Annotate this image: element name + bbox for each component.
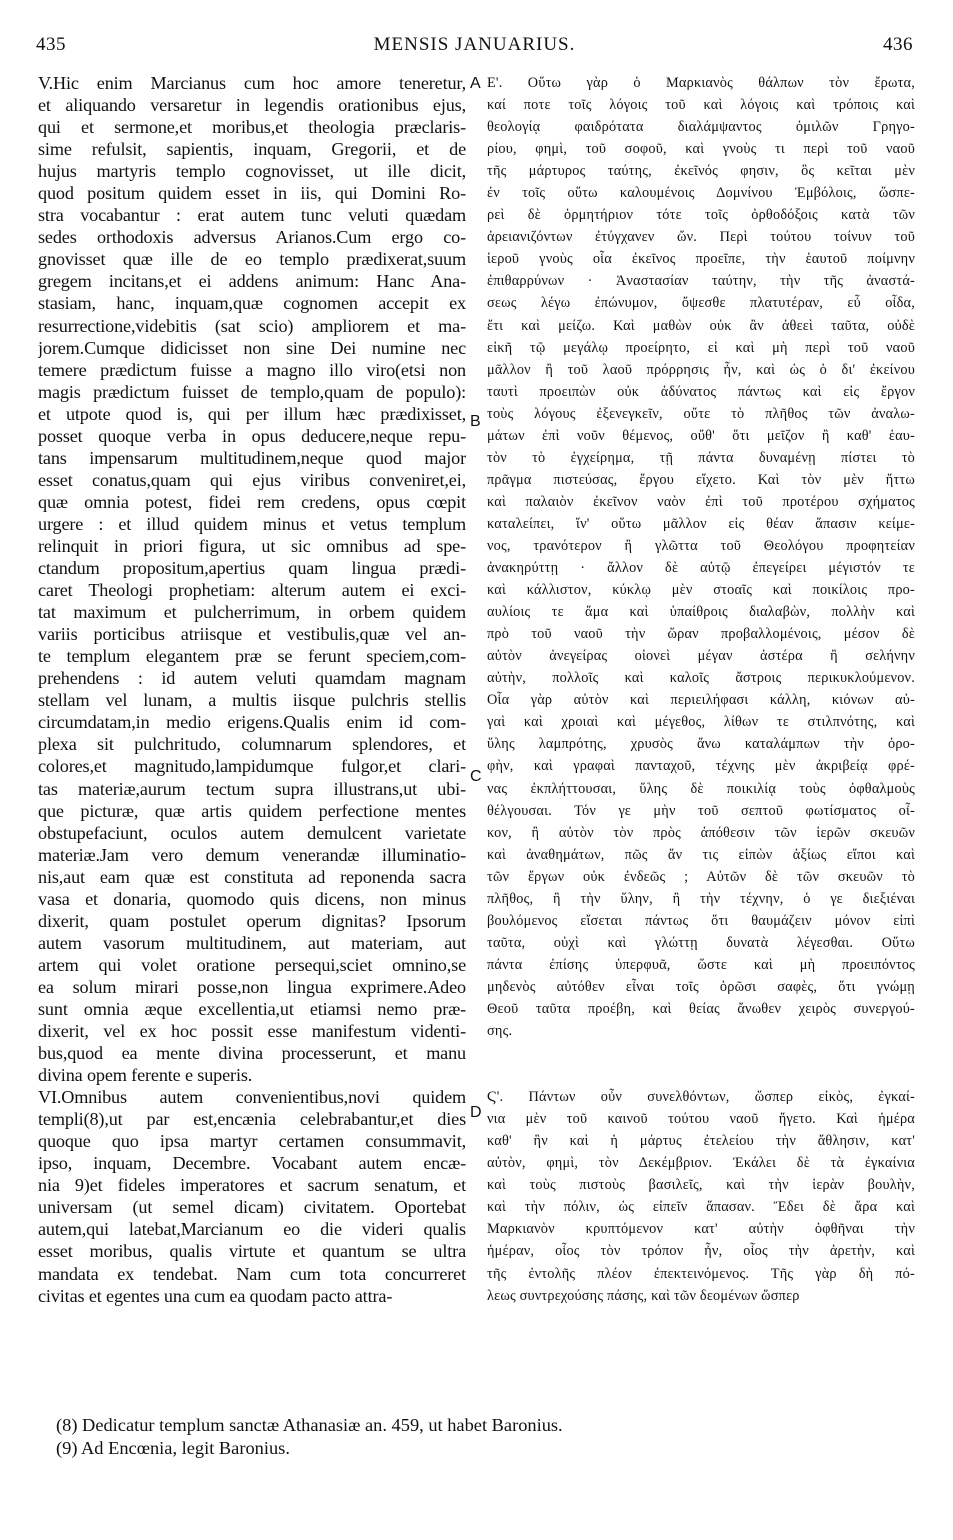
latin-text-line: plexa sit pulchritudo, columnarum splendores, et [38,734,466,755]
greek-text-line: εἰκῆ τῷ μεγάλῳ προείρητο, εἰ καὶ μὴ περὶ τοῦ ναοῦ [487,339,915,356]
latin-text-line: et utpote quod is, qui per illum hæc prædixisset, [38,403,466,424]
latin-text-line: tat maximum et pulcherrimum, in orbem quidem [38,602,466,623]
margin-marker-b: B [470,413,481,430]
greek-text-line: ἔτι καὶ μείζω. Καὶ μαθὼν οὐκ ἂν ἀθεεὶ ταῦτα, οὐδὲ [487,317,915,334]
latin-text-line: sunt omnia æque excellentia,ut etiamsi nemo præ- [38,998,466,1019]
greek-text-line: θεολογίᾳ φαιδρότατα διαλάμψαντος ὁμιλῶν Γρηγο- [487,119,915,136]
greek-text-line: πλῆθος, ἢ τὴν ὕλην, ἢ τὴν τέχνην, ὁ γε διεξιέναι [487,890,915,907]
greek-text-line: ὕλης λαμπρότης, χρυσὸς ἄνω καταλάμπων τὴν ὀρο- [487,736,915,753]
latin-text-line: artem qui volet oratione persequi,sciet omnino,se [38,954,466,975]
footnotes [56,1414,896,1459]
latin-text-line: dixerit, quam postulet operum dignitas? Ipsorum [38,910,466,931]
greek-text-line: τῆς ἐντολῆς πλέον ἐπεκτεινόμενος. Τῆς γὰρ δὴ πό- [487,1265,915,1282]
latin-text-line: sime refulsit, sapientis, inquam, Gregorii, et de [38,139,466,160]
greek-text-line [487,1064,915,1086]
latin-text-line: templi(8),ut par est,encænia celebrabantur,et dies [38,1109,466,1130]
latin-text-line: te templum elegantem præ se ferunt speciem,com- [38,646,466,667]
latin-text-line: qui et sermone,et moribus,et theologia præclaris- [38,117,466,138]
latin-text-line: variis porticibus atriisque et vestibulis,quæ vel an- [38,624,466,645]
greek-text-line: αὐτὸν, φημὶ, τὸν Δεκέμβριον. Ἐκάλει δὲ τὰ ἐγκαίνια [487,1155,915,1172]
latin-text-line: esset moribus, qualis virtute et quantum se ultra [38,1241,466,1262]
greek-text-line: ταυτὶ προειπὼν οὐκ ἀδύνατος πάντως καὶ εἰς ἔργον [487,383,915,400]
latin-text-line: stra vocabantur : erat autem tunc veluti quædam [38,205,466,226]
running-title: MENSIS JANUARIUS. [373,34,576,55]
latin-text-line: quæ omnia potest, fidei rem credens, opus cœpit [38,491,466,512]
latin-text-line: resurrectione,videbitis (sat scio) ampliorem et ma- [38,315,466,336]
latin-text-line: obstupefaciunt, oculos autem demulcent varietate [38,822,466,843]
latin-text-line: tas materiæ,aurum tectum supra illustrans,ut ubi- [38,778,466,799]
greek-text-line: νας ἐκπλήττουσαι, ὕλης δὲ ποικιλίᾳ τοὺς ὀφθαλμοὺς [487,780,915,797]
latin-text-line: et aliquando versaretur in legendis orationibus ejus, [38,95,466,116]
latin-text-line: materiæ.Jam vero demum venerandæ illuminatio- [38,844,466,865]
latin-text-line: relinquit in priori figura, ut sic omnibus ad spe- [38,535,466,556]
latin-text-line: quoque quo ipsa martyr certamen consummavit, [38,1131,466,1152]
greek-text-line: πάντα ἐπίσης ὑπερφυᾶ, ὥστε καὶ μὴ προειπόντος [487,956,915,973]
latin-text-line: nis,aut eam quæ est constituta ad reponenda sacra [38,866,466,887]
margin-marker-c: C [470,768,482,785]
greek-text-line: ἐπιθαρρύνων · Ἀναστασίαν ταύτην, τὴν τῆς ἀναστά- [487,273,915,290]
greek-text-line: νος, τρανότερον ἢ γλῶττα τοῦ Θεολόγου προφητείαν [487,537,915,554]
latin-text-line: gnovisset quæ ille de eo templo prædixerat,suum [38,249,466,270]
latin-text-line: colores,et magnitudo,lampidumque fulgor,et clari- [38,756,466,777]
greek-text-line: Μαρκιανὸν κρυπτόμενον κατ' αὐτὴν ὀφθῆναι τὴν [487,1221,915,1238]
greek-text-line: ἱεροῦ γνοὺς οἷα ἐκεῖνος προεῖπε, τὴν ἑαυτοῦ ποίμνην [487,251,915,268]
greek-text-line: ταῦτα, οὐχὶ καὶ γλώττῃ δυνατὰ λέγεσθαι. Οὕτω [487,934,915,951]
latin-text-line: civitas et egentes una cum ea quodam pacto attra- [38,1285,393,1306]
latin-text-line: ipso, inquam, Decembre. Vocabant autem encæ- [38,1153,466,1174]
page-number-left: 435 [36,34,66,55]
latin-text-line: jorem.Cumque didicisset non sine Dei numine nec [38,337,466,358]
greek-text-line: βουλόμενος εἴσεται πάντως ὅτι θαυμάζειν μόνον εἰπὶ [487,912,915,929]
latin-text-line: autem vasorum multitudinem, aut materiam, aut [38,932,466,953]
greek-text-line: ρίου, φημὶ, τοῦ σοφοῦ, καὶ γνοὺς τι περὶ τοῦ ναοῦ [487,141,915,158]
greek-text-line: καταλείπει, ἵν' οὕτω μᾶλλον εἰς θέαν ἅπασιν κείμε- [487,515,915,532]
greek-text-line: τῆς μάρτυρος ταύτης, ἐκεῖνός φησιν, ὃς κεῖται μὲν [487,163,915,180]
greek-text-line: μᾶλλον ἢ τοῦ λαοῦ πρόρρησις ἦν, καὶ ὡς ὁ δι' ἐκείνου [487,361,915,378]
greek-text-line: καὶ τοὺς πιστοὺς βασιλεῖς, καὶ τὴν ἱερὰν βουλὴν, [487,1177,915,1194]
greek-text-line: ἀρειανιζόντων ἐτύγχανεν ὤν. Περὶ τούτου τοίνυν τοῦ [487,229,915,246]
latin-text-line: mandata ex tendebat. Nam cum tota concurreret [38,1263,466,1284]
latin-text-line: autem,qui latebat,Marcianum eo die videri qualis [38,1219,466,1240]
latin-text-line: gregem incitans,et ei addens animum: Hanc Ana- [38,271,466,292]
greek-text-line: καὶ παλαιὸν ἐκεῖνον ναὸν ἐπὶ τοῦ προτέρου σχήματος [487,493,915,510]
latin-text-line: hujus martyris templo cognovisset, ut ille dicit, [38,161,466,182]
greek-text-line: τοὺς λόγους ἐξενεγκεῖν, οὔτε τὸ πλῆθος τῶν ἀναλω- [487,405,915,422]
latin-text-line: stasiam, hanc, inquam,quæ cognomen accepit ex [38,293,466,314]
latin-text-line: esset conatus,quam qui ejus viribus conveniret,ei, [38,469,466,490]
greek-text-line: φὴν, καὶ γραφαὶ πανταχοῦ, τέχνης μὲν ἀκριβείᾳ φρέ- [487,758,915,775]
latin-text-line: vasa et donaria, quomodo quis dicens, non minus [38,888,466,909]
latin-text-line: magis prædictum fuisset de templo,quam de populo): [38,381,466,402]
latin-text-line: sedes orthodoxis adversus Arianos.Cum ergo co- [38,227,466,248]
greek-text-line: ρεὶ δὲ ὁρμητήριον τότε τοῖς ὀρθοδόξοις κατὰ τῶν [487,207,915,224]
greek-text-line: ἀνακηρύττῃ · ἄλλον δὲ αὐτῷ ἐπεγείρει μέγιστόν τε [487,560,915,577]
margin-marker-d: D [470,1104,482,1121]
greek-text-line: κον, ἢ αὐτὸν τὸν πρὸς ἀπόθεσιν τῶν ἱερῶν σκευῶν [487,824,915,841]
latin-text-line: divina opem ferente e superis. [38,1065,253,1086]
greek-text-line: μάτων ἐπὶ νοῦν θέμενος, οὔθ' ὅτι μεῖζον ἢ καθ' ἑαυ- [487,427,915,444]
latin-text-line: stellam vel lunam, a multis iisque pulchris stellis [38,690,466,711]
footnote-9: (9) Ad Encœnia, legit Baronius. [56,1437,290,1458]
greek-text-line: καὶ κάλλιστον, κύκλῳ μὲν στοαῖς καὶ ποικίλοις προ- [487,582,915,599]
greek-text-line: αὐτὸν ἀνεγείρας οἱονεὶ μέγαν ἀστέρα ἢ σελήνην [487,648,915,665]
greek-column [487,72,915,1307]
greek-text-line: πρᾶγμα πιστεύσας, ἔργου εἴχετο. Καὶ τὸν μὲν ἥττω [487,471,915,488]
greek-text-line: θέλγουσαι. Τόν γε μὴν τοῦ σεπτοῦ φωτίσματος οἶ- [487,802,915,819]
greek-text-line: καὶ ἀναθημάτων, πῶς ἄν τις εἰπὼν ἀξίως εἴποι καὶ [487,846,915,863]
latin-text-line: caret Theologi prophetiam: alterum autem ei exci- [38,580,466,601]
latin-text-line: que picturæ, quæ artis quidem perfectione mentes [38,800,466,821]
greek-text-line: Θεοῦ ταῦτα προέβη, καὶ θείας ἄνωθεν χειρὸς συνεργού- [487,1000,915,1017]
latin-text-line: ea solum mirari posse,non lingua exprimere.Adeo [38,976,466,997]
page-header [36,34,913,58]
latin-text-line: bus,quod ea mente divina processerunt, et manu [38,1043,466,1064]
latin-text-line: temere prædictum fuisse a magno illo viro(etsi non [38,359,466,380]
latin-text-line: quod positum quidem esset in iis, qui Domini Ro- [38,183,466,204]
latin-text-line: posset quoque verba in opus deducere,neque repu- [38,425,466,446]
greek-text-line: Οἷα γὰρ αὐτὸν καὶ περιειλήφασι κάλλη, κιόνων αὐ- [487,692,915,709]
greek-text-line: καὶ τὴν πόλιν, ὡς εἰπεῖν ἅπασαν. Ἔδει δὲ ἄρα καὶ [487,1199,915,1216]
latin-text-line: nia 9)et fideles imperatores et sacrum senatum, et [38,1175,466,1196]
greek-text-line: λεως συντρεχούσης πάσης, καὶ τῶν δεομένων ὥσπερ [487,1287,800,1304]
greek-text-line: σης. [487,1023,513,1040]
greek-text-line: Ε'. Οὕτω γὰρ ὁ Μαρκιανὸς θάλπων τὸν ἔρωτα, [487,75,915,91]
greek-text-line: καθ' ἣν καὶ ἡ μάρτυς ἐτελείου τὴν ἄθλησιν, κατ' [487,1133,915,1150]
latin-text-line: VI.Omnibus autem convenientibus,novi quidem [38,1087,466,1108]
latin-text-line: V.Hic enim Marcianus cum hoc amore teneretur, [38,73,466,93]
page-number-right: 436 [883,34,913,55]
greek-text-line: Ϛ'. Πάντων οὖν συνελθόντων, ὥσπερ εἰκὸς, ἐγκαί- [487,1089,915,1106]
greek-text-line: τὸν τὸ ἐγχείρημα, τῇ πάντα δυναμένῃ πίστει τὸ [487,449,915,466]
latin-text-line: circumdatam,in medio erigens.Qualis enim id com- [38,712,466,733]
greek-text-line: σεως λέγω ἐπώνυμον, ὄψεσθε πλατυτέραν, εὖ οἶδα, [487,295,915,312]
footnote-8: (8) Dedicatur templum sanctæ Athanasiæ an. 459, ut habet Baronius. [56,1415,563,1435]
greek-text-line: μηδενὸς αὐτόθεν εἶναι τοῖς ὁρῶσι σαφὲς, ὅτι γνώμῃ [487,978,915,995]
greek-text-line: πρὸ τοῦ ναοῦ τὴν ὥραν προβαλλομένοις, μέσον δὲ [487,626,915,643]
greek-text-line: ἐν τοῖς οὕτω καλουμένοις Δομνίνου Ἐμβόλοις, ὥσπε- [487,185,915,202]
latin-text-line: prehendens : id autem veluti quamdam magnam [38,668,466,689]
greek-text-line: νια μὲν τοῦ καινοῦ τούτου ναοῦ ἤγετο. Καὶ ἡμέρα [487,1111,915,1128]
margin-marker-a: A [470,75,481,92]
greek-text-line: αὐτὴν, πολλοῖς καὶ καλοῖς ἄστροις περικυκλούμενον. [487,670,915,687]
greek-text-line: γαὶ καὶ χροιαὶ καὶ μέγεθος, λίθων τε στιλπνότης, καὶ [487,714,915,731]
latin-text-line: ctandum propositum,apertius quam lingua prædi- [38,558,466,579]
greek-text-line [487,1042,915,1064]
greek-text-line: τῶν ἔργων οὐκ ἐνδεῶς ; Αὐτῶν δὲ τῶν σκευῶν τὸ [487,868,915,885]
greek-text-line: ἡμέραν, οἷος τὸν τρόπον ἦν, οἷος τὴν ἀρετὴν, καὶ [487,1243,915,1260]
latin-text-line: urgere : et illud quidem minus et vetus templum [38,513,466,534]
latin-text-line: tans impensarum multitudinem,neque quod major [38,447,466,468]
latin-text-line: universam (ut semel dicam) civitatem. Oportebat [38,1197,466,1218]
greek-text-line: αυλίοις τε ἅμα καὶ ὑπαίθροις διαλαβὼν, πολλὴν καὶ [487,604,915,621]
latin-text-line: dixerit, vel ex hoc possit esse manifestum videnti- [38,1021,466,1042]
greek-text-line: καί ποτε τοῖς λόγοις τοῦ καὶ λόγοις καὶ τρόποις καὶ [487,97,915,114]
latin-column [38,72,466,1307]
